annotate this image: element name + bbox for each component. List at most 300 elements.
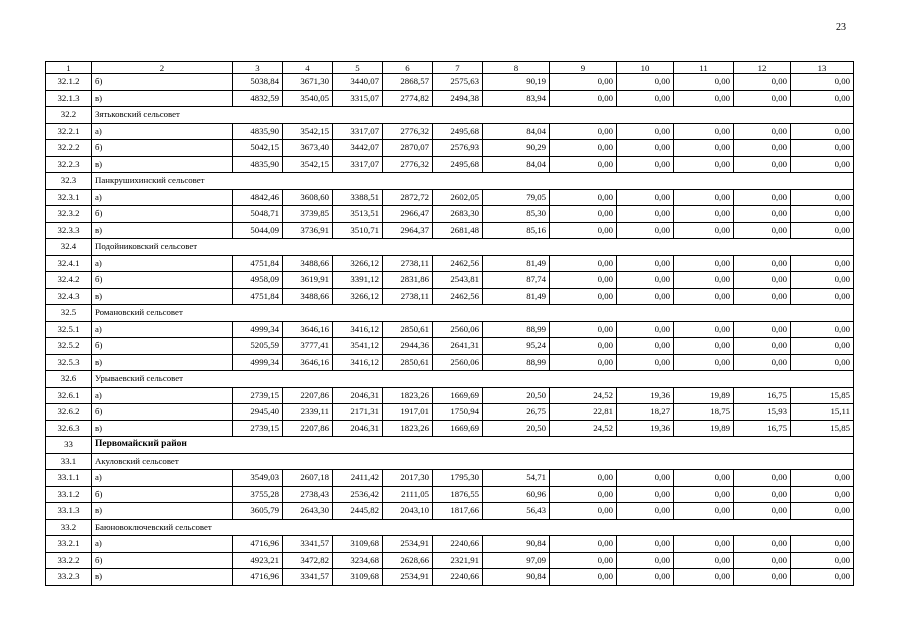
value-cell: 2240,66	[433, 569, 483, 586]
table-row	[46, 222, 854, 239]
value-cell: 0,00	[617, 288, 674, 305]
section-title: Зятьковский сельсовет	[92, 107, 854, 124]
value-cell: 24,52	[550, 387, 617, 404]
column-header: 8	[483, 62, 550, 74]
row-subitem: в)	[92, 354, 233, 371]
value-cell: 3488,66	[283, 288, 333, 305]
section-row	[46, 239, 854, 256]
value-cell: 0,00	[550, 272, 617, 289]
tariff-table	[45, 61, 854, 586]
row-subitem: б)	[92, 404, 233, 421]
table-row	[46, 156, 854, 173]
value-cell: 0,00	[791, 90, 854, 107]
value-cell: 0,00	[791, 156, 854, 173]
value-cell: 2339,11	[283, 404, 333, 421]
value-cell: 0,00	[550, 569, 617, 586]
value-cell: 2831,86	[383, 272, 433, 289]
value-cell: 0,00	[550, 90, 617, 107]
value-cell: 5048,71	[233, 206, 283, 223]
value-cell: 0,00	[674, 536, 734, 553]
row-code: 32.3.2	[46, 206, 92, 223]
value-cell: 2411,42	[333, 470, 383, 487]
row-code: 32.2.3	[46, 156, 92, 173]
row-code: 33.2.1	[46, 536, 92, 553]
value-cell: 0,00	[674, 503, 734, 520]
value-cell: 1876,55	[433, 486, 483, 503]
value-cell: 2776,32	[383, 156, 433, 173]
value-cell: 26,75	[483, 404, 550, 421]
value-cell: 88,99	[483, 321, 550, 338]
row-code: 32.4	[46, 239, 92, 256]
value-cell: 2850,61	[383, 354, 433, 371]
value-cell: 56,43	[483, 503, 550, 520]
value-cell: 2171,31	[333, 404, 383, 421]
value-cell: 22,81	[550, 404, 617, 421]
section-title: Баюновоключевский сельсовет	[92, 519, 854, 536]
row-code: 33.2.2	[46, 552, 92, 569]
row-subitem: а)	[92, 387, 233, 404]
section-title: Романовский сельсовет	[92, 305, 854, 322]
value-cell: 0,00	[791, 536, 854, 553]
value-cell: 0,00	[734, 90, 791, 107]
value-cell: 1917,01	[383, 404, 433, 421]
value-cell: 2536,42	[333, 486, 383, 503]
value-cell: 84,04	[483, 156, 550, 173]
section-row	[46, 437, 854, 454]
row-code: 32.5.2	[46, 338, 92, 355]
value-cell: 0,00	[734, 536, 791, 553]
row-subitem: в)	[92, 156, 233, 173]
value-cell: 3388,51	[333, 189, 383, 206]
row-subitem: в)	[92, 420, 233, 437]
value-cell: 3549,03	[233, 470, 283, 487]
value-cell: 0,00	[734, 552, 791, 569]
value-cell: 0,00	[617, 222, 674, 239]
table-row	[46, 420, 854, 437]
value-cell: 0,00	[734, 189, 791, 206]
value-cell: 15,85	[791, 420, 854, 437]
value-cell: 0,00	[734, 354, 791, 371]
table-row	[46, 354, 854, 371]
value-cell: 0,00	[734, 470, 791, 487]
value-cell: 2868,57	[383, 74, 433, 91]
value-cell: 0,00	[674, 90, 734, 107]
value-cell: 2576,93	[433, 140, 483, 157]
value-cell: 0,00	[734, 140, 791, 157]
row-subitem: в)	[92, 288, 233, 305]
value-cell: 3671,30	[283, 74, 333, 91]
value-cell: 2739,15	[233, 387, 283, 404]
value-cell: 2681,48	[433, 222, 483, 239]
value-cell: 0,00	[617, 354, 674, 371]
section-row	[46, 173, 854, 190]
section-row	[46, 107, 854, 124]
value-cell: 2738,11	[383, 288, 433, 305]
row-code: 32.4.2	[46, 272, 92, 289]
value-cell: 2628,66	[383, 552, 433, 569]
value-cell: 4751,84	[233, 288, 283, 305]
value-cell: 3540,05	[283, 90, 333, 107]
value-cell: 2776,32	[383, 123, 433, 140]
value-cell: 0,00	[617, 156, 674, 173]
value-cell: 0,00	[734, 486, 791, 503]
value-cell: 2641,31	[433, 338, 483, 355]
value-cell: 3109,68	[333, 536, 383, 553]
value-cell: 0,00	[674, 552, 734, 569]
value-cell: 0,00	[550, 255, 617, 272]
value-cell: 4999,34	[233, 354, 283, 371]
row-code: 32.6.3	[46, 420, 92, 437]
value-cell: 4842,46	[233, 189, 283, 206]
table-row	[46, 123, 854, 140]
table-row	[46, 338, 854, 355]
value-cell: 2870,07	[383, 140, 433, 157]
value-cell: 2046,31	[333, 387, 383, 404]
value-cell: 3341,57	[283, 536, 333, 553]
value-cell: 0,00	[734, 272, 791, 289]
value-cell: 4716,96	[233, 569, 283, 586]
value-cell: 2111,05	[383, 486, 433, 503]
row-code: 33.1.1	[46, 470, 92, 487]
table-row	[46, 288, 854, 305]
row-subitem: б)	[92, 140, 233, 157]
value-cell: 0,00	[791, 206, 854, 223]
value-cell: 0,00	[734, 74, 791, 91]
column-header: 1	[46, 62, 92, 74]
column-header: 3	[233, 62, 283, 74]
table-row	[46, 74, 854, 91]
value-cell: 0,00	[734, 222, 791, 239]
value-cell: 0,00	[550, 486, 617, 503]
row-code: 33.1.2	[46, 486, 92, 503]
value-cell: 0,00	[617, 470, 674, 487]
value-cell: 79,05	[483, 189, 550, 206]
value-cell: 85,30	[483, 206, 550, 223]
row-subitem: в)	[92, 90, 233, 107]
table-body	[46, 74, 854, 586]
row-code: 32.6.1	[46, 387, 92, 404]
row-subitem: а)	[92, 470, 233, 487]
value-cell: 0,00	[734, 156, 791, 173]
value-cell: 0,00	[734, 321, 791, 338]
row-code: 32.4.3	[46, 288, 92, 305]
value-cell: 85,16	[483, 222, 550, 239]
value-cell: 2964,37	[383, 222, 433, 239]
value-cell: 19,36	[617, 420, 674, 437]
value-cell: 0,00	[550, 536, 617, 553]
value-cell: 0,00	[617, 536, 674, 553]
value-cell: 0,00	[550, 206, 617, 223]
table-row	[46, 206, 854, 223]
value-cell: 2462,56	[433, 288, 483, 305]
table-row	[46, 272, 854, 289]
value-cell: 0,00	[791, 222, 854, 239]
value-cell: 0,00	[791, 338, 854, 355]
value-cell: 2966,47	[383, 206, 433, 223]
value-cell: 0,00	[791, 74, 854, 91]
value-cell: 0,00	[791, 354, 854, 371]
value-cell: 3416,12	[333, 321, 383, 338]
value-cell: 0,00	[617, 503, 674, 520]
value-cell: 20,50	[483, 387, 550, 404]
value-cell: 0,00	[550, 321, 617, 338]
row-code: 32.5	[46, 305, 92, 322]
value-cell: 2575,63	[433, 74, 483, 91]
value-cell: 2207,86	[283, 387, 333, 404]
value-cell: 0,00	[550, 288, 617, 305]
table-row	[46, 486, 854, 503]
section-row	[46, 305, 854, 322]
value-cell: 0,00	[550, 552, 617, 569]
value-cell: 54,71	[483, 470, 550, 487]
value-cell: 2872,72	[383, 189, 433, 206]
value-cell: 2495,68	[433, 123, 483, 140]
value-cell: 3646,16	[283, 354, 333, 371]
value-cell: 0,00	[674, 255, 734, 272]
value-cell: 0,00	[617, 90, 674, 107]
value-cell: 0,00	[674, 338, 734, 355]
row-subitem: а)	[92, 189, 233, 206]
row-code: 33.2.3	[46, 569, 92, 586]
value-cell: 2560,06	[433, 354, 483, 371]
row-code: 32.2.1	[46, 123, 92, 140]
value-cell: 3646,16	[283, 321, 333, 338]
row-code: 32.1.2	[46, 74, 92, 91]
value-cell: 3619,91	[283, 272, 333, 289]
value-cell: 0,00	[674, 189, 734, 206]
column-header: 2	[92, 62, 233, 74]
row-subitem: в)	[92, 222, 233, 239]
value-cell: 1750,94	[433, 404, 483, 421]
value-cell: 18,75	[674, 404, 734, 421]
value-cell: 0,00	[734, 288, 791, 305]
value-cell: 3488,66	[283, 255, 333, 272]
value-cell: 4835,90	[233, 156, 283, 173]
value-cell: 0,00	[617, 255, 674, 272]
value-cell: 84,04	[483, 123, 550, 140]
value-cell: 0,00	[617, 74, 674, 91]
value-cell: 3755,28	[233, 486, 283, 503]
value-cell: 88,99	[483, 354, 550, 371]
value-cell: 90,84	[483, 536, 550, 553]
value-cell: 4958,09	[233, 272, 283, 289]
value-cell: 4751,84	[233, 255, 283, 272]
row-subitem: б)	[92, 206, 233, 223]
section-title: Панкрушихинский сельсовет	[92, 173, 854, 190]
value-cell: 0,00	[617, 486, 674, 503]
value-cell: 16,75	[734, 420, 791, 437]
row-subitem: б)	[92, 486, 233, 503]
value-cell: 0,00	[734, 569, 791, 586]
value-cell: 3605,79	[233, 503, 283, 520]
section-title: Первомайский район	[92, 437, 854, 454]
table-row	[46, 503, 854, 520]
column-header: 11	[674, 62, 734, 74]
value-cell: 81,49	[483, 288, 550, 305]
table-row	[46, 404, 854, 421]
value-cell: 19,89	[674, 420, 734, 437]
row-code: 33.1	[46, 453, 92, 470]
value-cell: 97,09	[483, 552, 550, 569]
value-cell: 2602,05	[433, 189, 483, 206]
value-cell: 3315,07	[333, 90, 383, 107]
value-cell: 3234,68	[333, 552, 383, 569]
row-code: 32.5.1	[46, 321, 92, 338]
value-cell: 0,00	[791, 189, 854, 206]
value-cell: 5038,84	[233, 74, 283, 91]
value-cell: 0,00	[674, 354, 734, 371]
value-cell: 0,00	[550, 338, 617, 355]
value-cell: 5042,15	[233, 140, 283, 157]
value-cell: 0,00	[734, 503, 791, 520]
header-row	[46, 62, 854, 74]
value-cell: 0,00	[734, 206, 791, 223]
page-number: 23	[836, 22, 846, 33]
value-cell: 0,00	[617, 123, 674, 140]
value-cell: 0,00	[617, 552, 674, 569]
value-cell: 3317,07	[333, 156, 383, 173]
value-cell: 3341,57	[283, 569, 333, 586]
section-title: Урываевский сельсовет	[92, 371, 854, 388]
row-subitem: а)	[92, 536, 233, 553]
value-cell: 0,00	[550, 503, 617, 520]
value-cell: 90,84	[483, 569, 550, 586]
row-code: 32.2	[46, 107, 92, 124]
value-cell: 3472,82	[283, 552, 333, 569]
value-cell: 1823,26	[383, 387, 433, 404]
value-cell: 2738,43	[283, 486, 333, 503]
row-subitem: б)	[92, 338, 233, 355]
value-cell: 0,00	[791, 255, 854, 272]
value-cell: 3542,15	[283, 123, 333, 140]
value-cell: 4716,96	[233, 536, 283, 553]
row-code: 32.4.1	[46, 255, 92, 272]
row-subitem: б)	[92, 74, 233, 91]
table-row	[46, 90, 854, 107]
table-row	[46, 552, 854, 569]
row-code: 32.3.1	[46, 189, 92, 206]
value-cell: 3739,85	[283, 206, 333, 223]
value-cell: 83,94	[483, 90, 550, 107]
value-cell: 2739,15	[233, 420, 283, 437]
value-cell: 3510,71	[333, 222, 383, 239]
value-cell: 2607,18	[283, 470, 333, 487]
value-cell: 16,75	[734, 387, 791, 404]
row-subitem: в)	[92, 569, 233, 586]
value-cell: 0,00	[674, 569, 734, 586]
table-row	[46, 189, 854, 206]
value-cell: 0,00	[674, 140, 734, 157]
table-row	[46, 255, 854, 272]
value-cell: 2445,82	[333, 503, 383, 520]
value-cell: 0,00	[617, 272, 674, 289]
value-cell: 0,00	[674, 222, 734, 239]
row-subitem: а)	[92, 123, 233, 140]
row-subitem: б)	[92, 552, 233, 569]
value-cell: 19,89	[674, 387, 734, 404]
value-cell: 3442,07	[333, 140, 383, 157]
row-code: 33	[46, 437, 92, 454]
value-cell: 0,00	[791, 569, 854, 586]
value-cell: 2738,11	[383, 255, 433, 272]
value-cell: 0,00	[550, 156, 617, 173]
value-cell: 15,85	[791, 387, 854, 404]
value-cell: 2643,30	[283, 503, 333, 520]
row-code: 32.2.2	[46, 140, 92, 157]
row-code: 32.3	[46, 173, 92, 190]
value-cell: 5044,09	[233, 222, 283, 239]
value-cell: 3513,51	[333, 206, 383, 223]
value-cell: 4832,59	[233, 90, 283, 107]
column-header: 4	[283, 62, 333, 74]
value-cell: 4923,21	[233, 552, 283, 569]
value-cell: 2774,82	[383, 90, 433, 107]
value-cell: 0,00	[674, 321, 734, 338]
value-cell: 2043,10	[383, 503, 433, 520]
value-cell: 2207,86	[283, 420, 333, 437]
table-row	[46, 387, 854, 404]
value-cell: 1817,66	[433, 503, 483, 520]
value-cell: 2683,30	[433, 206, 483, 223]
value-cell: 1669,69	[433, 420, 483, 437]
value-cell: 3317,07	[333, 123, 383, 140]
value-cell: 1795,30	[433, 470, 483, 487]
column-header: 10	[617, 62, 674, 74]
value-cell: 0,00	[791, 140, 854, 157]
row-code: 32.6	[46, 371, 92, 388]
row-code: 32.1.3	[46, 90, 92, 107]
value-cell: 90,29	[483, 140, 550, 157]
value-cell: 0,00	[674, 486, 734, 503]
section-title: Акуловский сельсовет	[92, 453, 854, 470]
value-cell: 3391,12	[333, 272, 383, 289]
value-cell: 0,00	[734, 255, 791, 272]
value-cell: 0,00	[674, 206, 734, 223]
value-cell: 2046,31	[333, 420, 383, 437]
value-cell: 3266,12	[333, 255, 383, 272]
column-header: 12	[734, 62, 791, 74]
value-cell: 0,00	[791, 321, 854, 338]
value-cell: 3440,07	[333, 74, 383, 91]
row-subitem: а)	[92, 255, 233, 272]
value-cell: 3777,41	[283, 338, 333, 355]
value-cell: 2240,66	[433, 536, 483, 553]
value-cell: 0,00	[734, 338, 791, 355]
value-cell: 0,00	[550, 74, 617, 91]
value-cell: 3416,12	[333, 354, 383, 371]
value-cell: 15,11	[791, 404, 854, 421]
value-cell: 18,27	[617, 404, 674, 421]
row-code: 33.2	[46, 519, 92, 536]
table-row	[46, 569, 854, 586]
table-row	[46, 536, 854, 553]
value-cell: 1823,26	[383, 420, 433, 437]
value-cell: 0,00	[791, 288, 854, 305]
value-cell: 60,96	[483, 486, 550, 503]
value-cell: 3542,15	[283, 156, 333, 173]
value-cell: 0,00	[550, 470, 617, 487]
value-cell: 0,00	[791, 486, 854, 503]
value-cell: 2017,30	[383, 470, 433, 487]
column-header: 5	[333, 62, 383, 74]
value-cell: 95,24	[483, 338, 550, 355]
value-cell: 0,00	[617, 189, 674, 206]
column-header: 13	[791, 62, 854, 74]
value-cell: 0,00	[674, 156, 734, 173]
value-cell: 24,52	[550, 420, 617, 437]
table-row	[46, 321, 854, 338]
row-code: 32.5.3	[46, 354, 92, 371]
